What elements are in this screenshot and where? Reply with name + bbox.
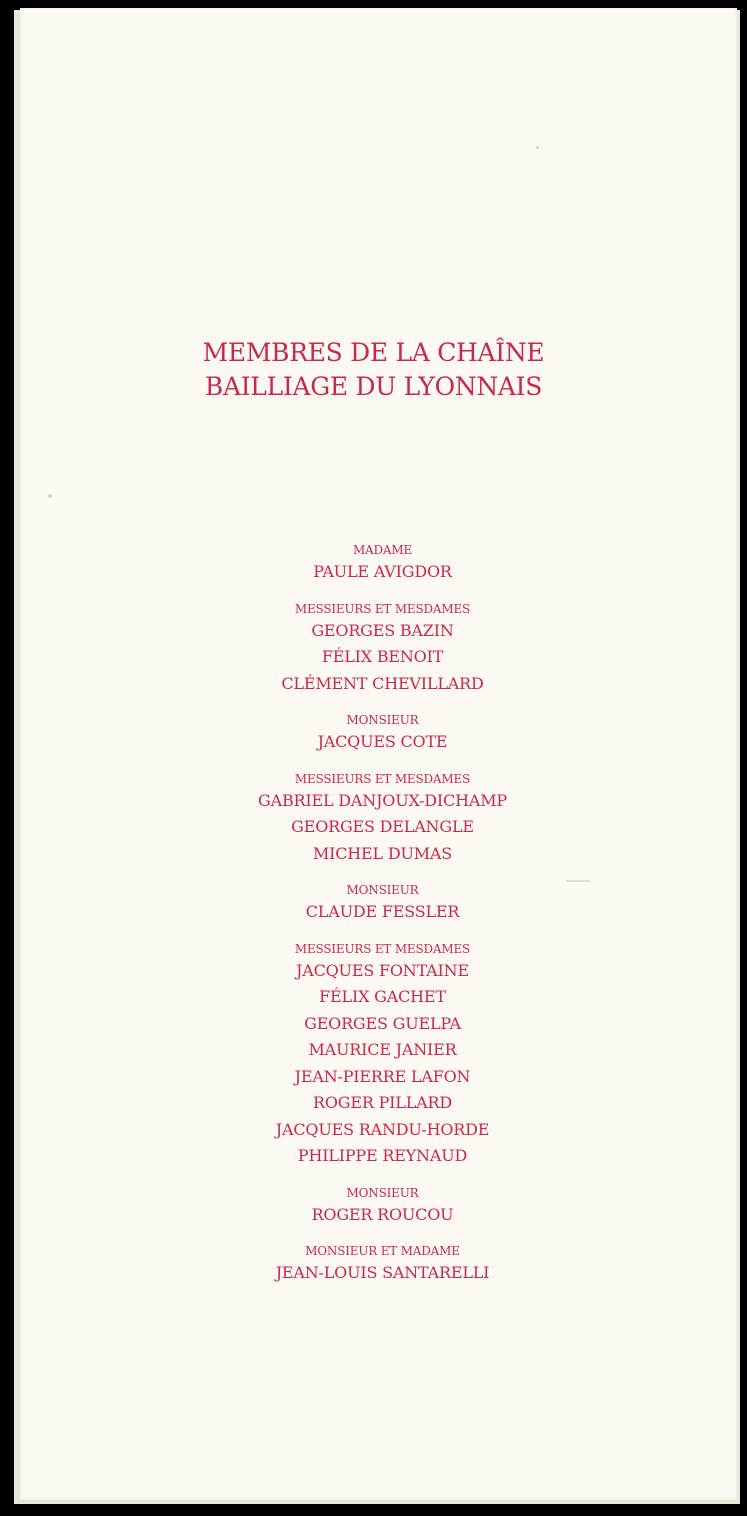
member-name: GABRIEL DANJOUX-DICHAMP — [258, 790, 507, 810]
member-name: JEAN-PIERRE LAFON — [294, 1066, 471, 1086]
member-group — [0, 1184, 747, 1229]
member-name: FÉLIX BENOIT — [321, 647, 444, 666]
paper-speck — [536, 146, 539, 149]
honorific-label: MONSIEUR — [346, 883, 419, 897]
member-group — [0, 770, 747, 868]
honorific-label: MESSIEURS ET MESDAMES — [294, 601, 471, 616]
member-name: JACQUES FONTAINE — [296, 960, 469, 980]
title-line-1: MEMBRES DE LA CHAÎNE — [202, 338, 545, 367]
member-group — [0, 881, 747, 926]
member-name: ROGER ROUCOU — [311, 1204, 454, 1224]
member-name: MICHEL DUMAS — [312, 843, 453, 863]
member-name: JACQUES RANDU-HORDE — [275, 1119, 490, 1139]
member-name: GEORGES GUELPA — [304, 1013, 461, 1033]
paper-speck — [48, 494, 52, 498]
member-group — [0, 940, 747, 1170]
honorific-label: MONSIEUR — [346, 1185, 419, 1200]
member-name: PAULE AVIGDOR — [313, 562, 452, 581]
member-name: MAURICE JANIER — [308, 1040, 457, 1059]
title-line-2: BAILLIAGE DU LYONNAIS — [204, 372, 543, 401]
member-name: CLAUDE FESSLER — [305, 902, 460, 921]
card-title — [0, 336, 747, 404]
member-group — [0, 711, 747, 756]
honorific-label: MONSIEUR ET MADAME — [305, 1244, 460, 1258]
member-list — [0, 541, 747, 1301]
member-name: JEAN-LOUIS SANTARELLI — [275, 1263, 490, 1282]
member-name: PHILIPPE REYNAUD — [297, 1146, 468, 1165]
member-name: GEORGES BAZIN — [311, 620, 454, 640]
member-group — [0, 600, 747, 698]
honorific-label: MONSIEUR — [346, 713, 419, 727]
member-name: JACQUES COTE — [317, 732, 448, 751]
member-name: ROGER PILLARD — [313, 1093, 452, 1112]
member-name: FÉLIX GACHET — [319, 987, 446, 1006]
member-name: GEORGES DELANGLE — [291, 817, 474, 836]
honorific-label: MESSIEURS ET MESDAMES — [294, 941, 471, 956]
member-group — [0, 1242, 747, 1287]
honorific-label: MADAME — [352, 543, 413, 557]
honorific-label: MESSIEURS ET MESDAMES — [294, 771, 471, 786]
member-name: CLÉMENT CHEVILLARD — [281, 673, 484, 693]
member-group — [0, 541, 747, 586]
